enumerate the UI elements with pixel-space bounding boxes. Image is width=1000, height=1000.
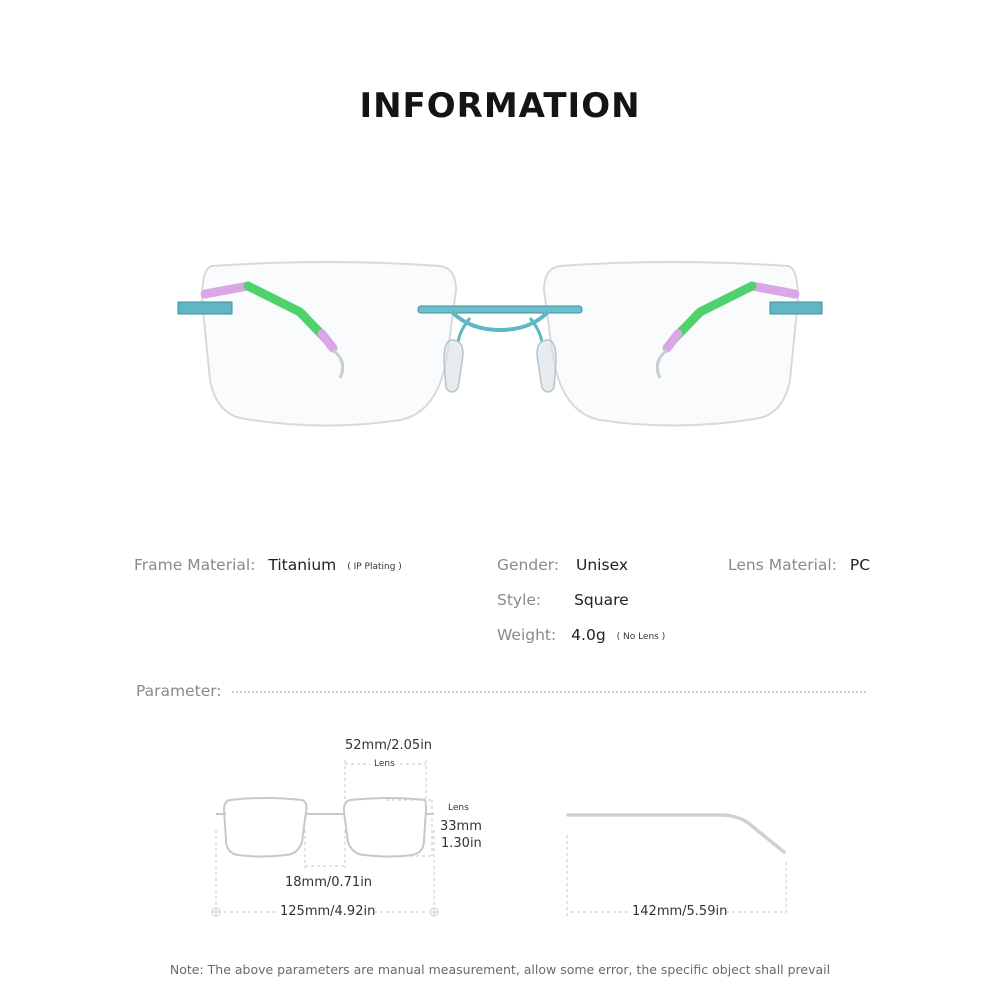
- temple-length-dimension: 142mm/5.59in: [632, 904, 728, 919]
- page-title: INFORMATION: [359, 86, 641, 126]
- frame-material-label: Frame Material:: [134, 556, 256, 574]
- lens-height-caption: Lens: [448, 803, 469, 813]
- frame-material-note: ( IP Plating ): [347, 562, 402, 572]
- weight-label: Weight:: [497, 626, 557, 644]
- front-view-glasses: [216, 798, 434, 857]
- lens-width-dimension: 52mm/2.05in: [345, 738, 433, 753]
- lens-width-caption: Lens: [374, 759, 395, 769]
- lens-material-label: Lens Material:: [728, 556, 837, 574]
- lens-material-value: PC: [849, 556, 871, 574]
- style-value: Square: [574, 591, 629, 609]
- lens-height-mm: 33mm: [440, 819, 482, 834]
- bridge-dimension: 18mm/0.71in: [285, 875, 373, 890]
- parameter-label: Parameter:: [136, 682, 222, 700]
- lens-height-in: 1.30in: [441, 836, 482, 851]
- gender-label: Gender:: [497, 556, 560, 574]
- disclaimer-note: Note: The above parameters are manual measurement, allow some error, the specific object shall prevail: [169, 962, 831, 977]
- weight-value: 4.0g: [571, 626, 606, 644]
- front-left-lens: [224, 798, 307, 857]
- weight-note: ( No Lens ): [616, 632, 666, 642]
- frame-material-value: Titanium: [268, 556, 337, 574]
- gender-value: Unisex: [576, 556, 629, 574]
- total-width-dimension: 125mm/4.92in: [280, 904, 376, 919]
- side-view-temple: [568, 815, 784, 852]
- style-label: Style:: [497, 591, 542, 609]
- front-right-lens: [344, 798, 426, 857]
